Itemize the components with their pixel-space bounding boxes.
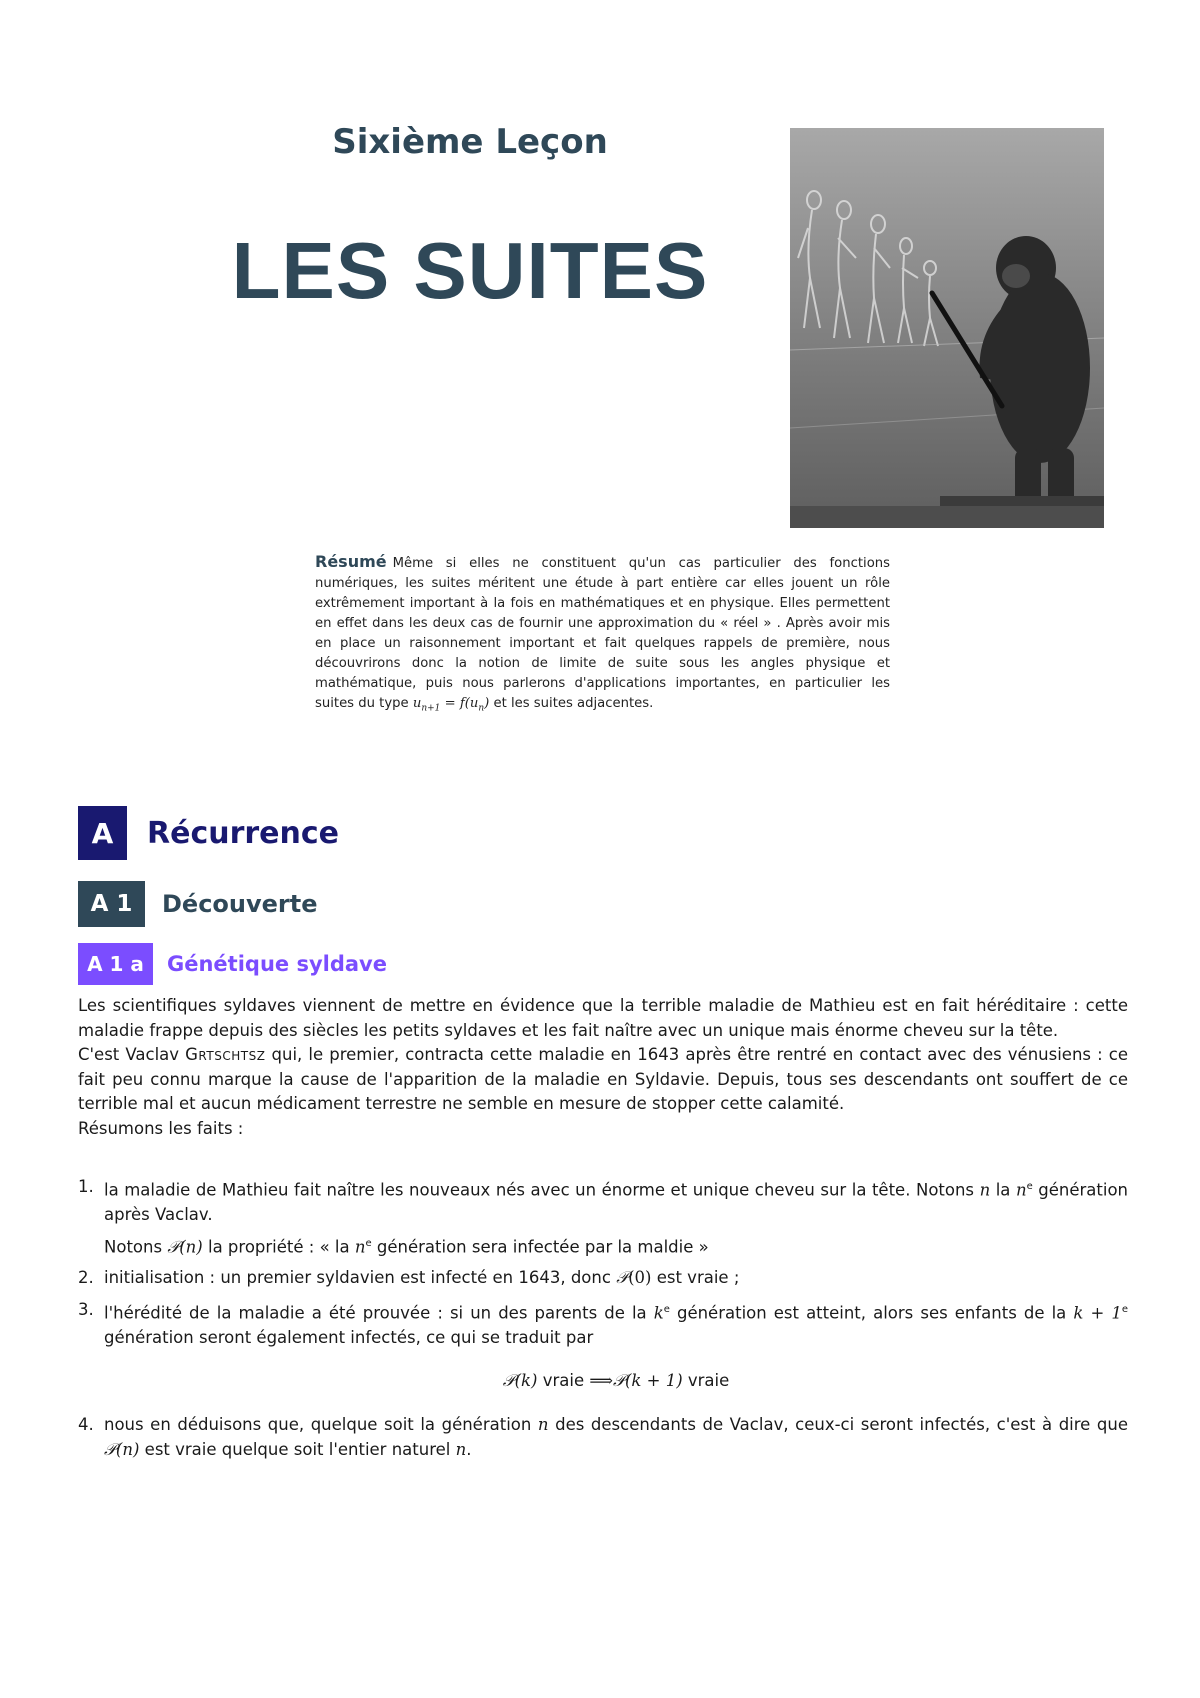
section-a-heading <box>78 806 339 860</box>
property-definition: Notons 𝒫(n) la propriété : « la $n^e$ génération sera infectée par la maldie » <box>104 1237 709 1256</box>
list-item: 3. l'hérédité de la maladie a été prouvée : si un des parents de la $k^e$ génération est atteint, alors ses enfants de la $k + 1^e$ génération seront également infectés, ce qui se traduit par 𝒫(k) vraie ⟹𝒫(k + 1) vraie <box>78 1298 1128 1393</box>
abstract-formula: $u_{n+1} = f(u_n)$ <box>412 696 490 714</box>
abstract-text-end: et les suites adjacentes. <box>489 696 654 711</box>
list-item: 4. nous en déduisons que, quelque soit la génération n des descendants de Vaclav, ceux-ci seront infectés, c'est à dire que 𝒫(n) est vraie quelque soit l'entier naturel n. <box>78 1415 1128 1459</box>
abstract-label: Résumé <box>315 552 387 571</box>
abstract <box>315 552 890 719</box>
chalkboard-photo <box>790 128 1104 528</box>
body-text <box>78 994 1128 1141</box>
paragraph-3: Résumons les faits : <box>78 1118 244 1138</box>
abstract-text: Même si elles ne constituent qu'un cas particulier des fonctions numériques, les suites méritent une étude à part entière car elles jouent un rôle extrêmement important à la fois en mathématiques et en physique. Elles permettent en effet dans les deux cas de fournir une approximation du « réel » . Après avoir mis en place un raisonnement important et fait quelques rappels de première, nous découvrirons donc la notion de limite de suite sous les angles physique et mathématique, puis nous parlerons d'applications importantes, en particulier les suites du type <box>315 556 890 711</box>
section-a1-title: Découverte <box>162 890 318 918</box>
facts-list <box>78 1175 1128 1462</box>
section-a1-heading <box>78 881 318 927</box>
lesson-label: Sixième Leçon <box>332 122 608 162</box>
paragraph-2: C'est Vaclav Grtschtsz qui, le premier, contracta cette maladie en 1643 après être rentré en contact avec des vénusiens : ce fait peu connu marque la cause de l'apparition de la maladie en Syldavie. Depuis, tous ses descendants ont souffert de ce terrible mal et aucun médicament terrestre ne semble en mesure de stopper cette calamité. <box>78 1045 1129 1113</box>
list-item: 2. initialisation : un premier syldavien est infecté en 1643, donc 𝒫(0) est vraie ; <box>78 1267 740 1287</box>
person-name: Grtschtsz <box>185 1045 266 1064</box>
section-a-badge: A <box>78 806 127 860</box>
page-title: LES SUITES <box>231 226 709 315</box>
paragraph-1: Les scientifiques syldaves viennent de mettre en évidence que la terrible maladie de Mathieu est en fait héréditaire : cette maladie frappe depuis des siècles les petits syldaves et les fait naître avec un unique mais énorme cheveu sur la tête. <box>78 996 1128 1040</box>
section-a1-badge: A 1 <box>78 881 145 927</box>
section-a1a-heading <box>78 943 387 985</box>
heredity-formula: 𝒫(k) vraie ⟹𝒫(k + 1) vraie <box>502 1370 730 1390</box>
section-a-title: Récurrence <box>147 815 340 851</box>
section-a1a-title: Génétique syldave <box>167 952 387 976</box>
list-item: 1. la maladie de Mathieu fait naître les nouveaux nés avec un énorme et unique cheveu sur la tête. Notons n la $n^e$ génération après Vaclav. Notons 𝒫(n) la propriété : « la $n^e$ génération sera infectée par la maldie » <box>78 1175 1128 1260</box>
section-a1a-badge: A 1 a <box>78 943 153 985</box>
